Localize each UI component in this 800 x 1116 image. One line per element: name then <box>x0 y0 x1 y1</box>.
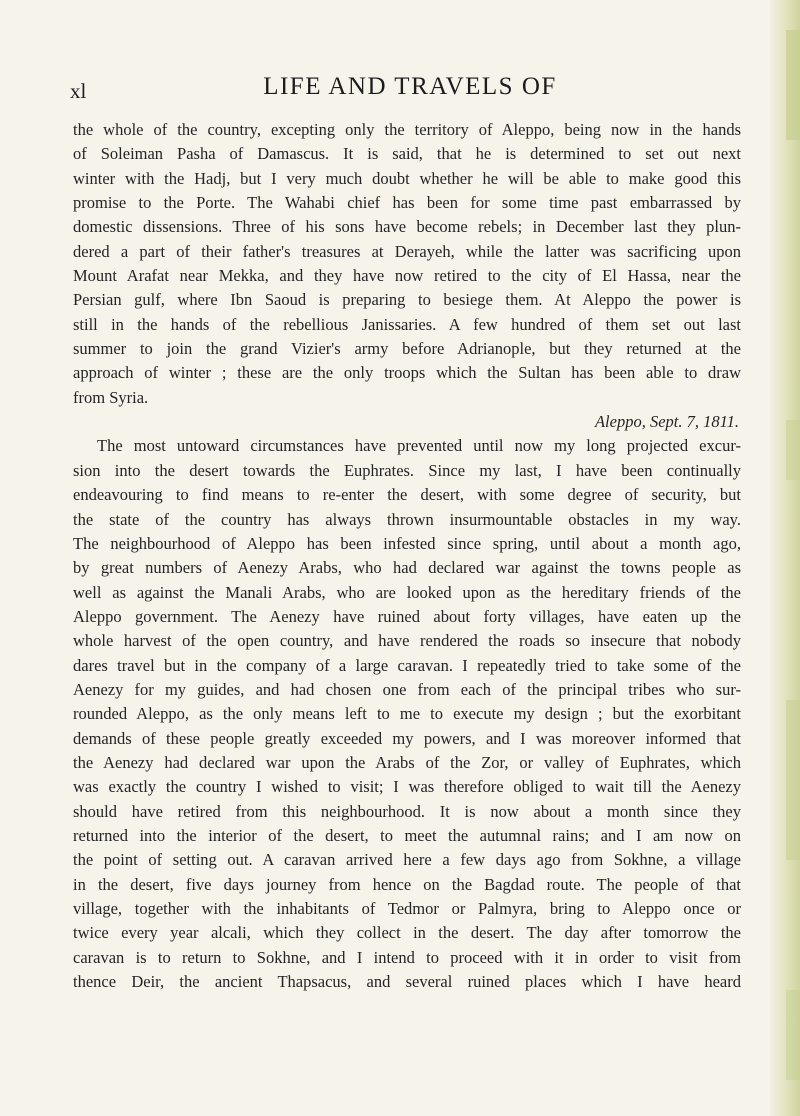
text-line: dares travel but in the company of a large caravan. I repeatedly tried to take some of the <box>73 655 741 675</box>
text-line: thence Deir, the ancient Thapsacus, and several ruined places which I have heard <box>73 972 741 992</box>
page-edge-stain <box>786 420 800 480</box>
text-line: village, together with the inhabitants of Tedmor or Palmyra, bring to Aleppo once or <box>73 899 741 918</box>
text-line: summer to join the grand Vizier's army before Adrianople, but they returned at the <box>73 339 741 359</box>
text-line: Aleppo government. The Aenezy have ruined about forty villages, have eaten up the <box>73 606 741 626</box>
page-edge-stain <box>786 990 800 1080</box>
text-line: endeavouring to find means to re-enter the desert, with some degree of security, but <box>73 485 741 505</box>
page-edge-stain <box>786 700 800 860</box>
paragraph-1 <box>73 118 741 410</box>
text-line: still in the hands of the rebellious Janissaries. A few hundred of them set out last <box>73 314 741 334</box>
body-text <box>73 118 741 994</box>
text-line: should have retired from this neighbourhood. It is now about a month since they <box>73 801 741 821</box>
text-line: winter with the Hadj, but I very much doubt whether he will be able to make good this <box>73 168 741 188</box>
text-line: Persian gulf, where Ibn Saoud is preparing to besiege them. At Aleppo the power is <box>73 290 741 310</box>
text-line: the whole of the country, excepting only the territory of Aleppo, being now in the hands <box>73 120 741 139</box>
text-line: sion into the desert towards the Euphrates. Since my last, I have been continually <box>73 460 741 480</box>
text-line: caravan is to return to Sokhne, and I intend to proceed with it in order to visit from <box>73 947 741 967</box>
text-line: twice every year alcali, which they collect in the desert. The day after tomorrow the <box>73 923 741 943</box>
text-line: was exactly the country I wished to visit; I was therefore obliged to wait till the Aenezy <box>73 777 741 797</box>
text-line: in the desert, five days journey from hence on the Bagdad route. The people of that <box>73 874 741 894</box>
page-edge-stain <box>786 30 800 140</box>
text-line: The most untoward circumstances have prevented until now my long projected excur- <box>97 436 741 456</box>
page-header <box>70 73 750 109</box>
text-line: the state of the country has always thrown insurmountable obstacles in my way. <box>73 509 741 529</box>
text-line: Aenezy for my guides, and had chosen one from each of the principal tribes who sur- <box>73 679 741 699</box>
text-line: domestic dissensions. Three of his sons have become rebels; in December last they plun- <box>73 217 741 237</box>
text-line: rounded Aleppo, as the only means left to me to execute my design ; but the exorbitant <box>73 704 741 724</box>
text-line: the point of setting out. A caravan arrived here a few days ago from Sokhne, a village <box>73 850 741 870</box>
text-line: well as against the Manali Arabs, who are looked upon as the hereditary friends of the <box>73 582 741 602</box>
page-number: xl <box>70 79 87 103</box>
text-line: whole harvest of the open country, and have rendered the roads so insecure that nobody <box>73 631 741 651</box>
text-line: Mount Arafat near Mekka, and they have now retired to the city of El Hassa, near the <box>73 266 741 286</box>
text-line: The neighbourhood of Aleppo has been infested since spring, until about a month ago, <box>73 533 741 553</box>
page-edge <box>770 0 800 1116</box>
text-line: from Syria. <box>73 387 149 407</box>
paragraph-2 <box>73 434 741 994</box>
running-head: LIFE AND TRAVELS OF <box>263 73 557 100</box>
text-line: by great numbers of Aenezy Arabs, who had declared war against the towns people as <box>73 558 741 578</box>
text-line: demands of these people greatly exceeded my powers, and I was moreover informed that <box>73 728 741 748</box>
text-line: the Aenezy had declared war upon the Arabs of the Zor, or valley of Euphrates, which <box>73 752 741 772</box>
text-line: of Soleiman Pasha of Damascus. It is said, that he is determined to set out next <box>73 144 741 164</box>
text-line: returned into the interior of the desert, to meet the autumnal rains; and I am now on <box>73 825 741 845</box>
text-line: promise to the Porte. The Wahabi chief has been for some time past embarrassed by <box>73 193 741 213</box>
text-line: approach of winter ; these are the only troops which the Sultan has been able to draw <box>73 363 741 383</box>
letter-dateline: Aleppo, Sept. 7, 1811. <box>594 412 739 432</box>
text-line: dered a part of their father's treasures at Derayeh, while the latter was sacrificing upon <box>73 241 741 261</box>
